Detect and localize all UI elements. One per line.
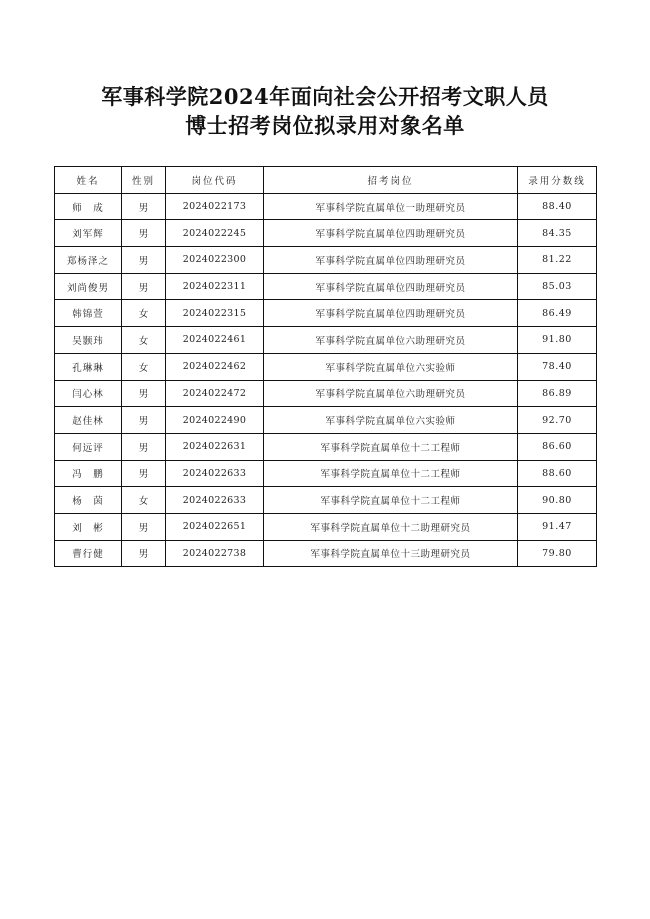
cell-post-code: 2024022462 — [166, 353, 264, 380]
cell-score: 90.80 — [518, 487, 597, 514]
header-post-code: 岗位代码 — [166, 167, 264, 194]
cell-post-code: 2024022173 — [166, 193, 264, 220]
table-row — [55, 220, 597, 247]
table-row — [55, 327, 597, 354]
cell-gender: 男 — [122, 460, 166, 487]
cell-name: 曹行健 — [55, 540, 122, 567]
table-header-row — [55, 167, 597, 194]
header-gender: 性别 — [122, 167, 166, 194]
cell-name: 师 成 — [55, 193, 122, 220]
cell-name: 刘军辉 — [55, 220, 122, 247]
cell-post: 军事科学院直属单位十二工程师 — [264, 487, 518, 514]
cell-gender: 女 — [122, 327, 166, 354]
table-row — [55, 433, 597, 460]
cell-gender: 男 — [122, 513, 166, 540]
cell-post-code: 2024022472 — [166, 380, 264, 407]
cell-score: 91.47 — [518, 513, 597, 540]
cell-name: 赵佳林 — [55, 407, 122, 434]
cell-name: 郑杨泽之 — [55, 247, 122, 274]
cell-post-code: 2024022315 — [166, 300, 264, 327]
cell-gender: 男 — [122, 380, 166, 407]
table-row — [55, 380, 597, 407]
cell-post: 军事科学院直属单位六实验师 — [264, 353, 518, 380]
table-row — [55, 513, 597, 540]
cell-post-code: 2024022490 — [166, 407, 264, 434]
table-row — [55, 460, 597, 487]
cell-score: 78.40 — [518, 353, 597, 380]
header-post: 招考岗位 — [264, 167, 518, 194]
cell-gender: 男 — [122, 247, 166, 274]
cell-post: 军事科学院直属单位一助理研究员 — [264, 193, 518, 220]
cell-post: 军事科学院直属单位四助理研究员 — [264, 247, 518, 274]
cell-score: 81.22 — [518, 247, 597, 274]
cell-post-code: 2024022738 — [166, 540, 264, 567]
table-body — [55, 193, 597, 567]
cell-name: 冯 鹏 — [55, 460, 122, 487]
cell-gender: 男 — [122, 273, 166, 300]
cell-post: 军事科学院直属单位四助理研究员 — [264, 300, 518, 327]
cell-post: 军事科学院直属单位十二工程师 — [264, 433, 518, 460]
header-score: 录用分数线 — [518, 167, 597, 194]
cell-score: 88.40 — [518, 193, 597, 220]
table-row — [55, 407, 597, 434]
cell-post-code: 2024022651 — [166, 513, 264, 540]
cell-post-code: 2024022300 — [166, 247, 264, 274]
cell-name: 何远评 — [55, 433, 122, 460]
cell-name: 刘 彬 — [55, 513, 122, 540]
cell-post: 军事科学院直属单位四助理研究员 — [264, 220, 518, 247]
cell-post: 军事科学院直属单位六助理研究员 — [264, 327, 518, 354]
cell-post-code: 2024022461 — [166, 327, 264, 354]
header-name: 姓名 — [55, 167, 122, 194]
cell-post-code: 2024022633 — [166, 487, 264, 514]
cell-score: 84.35 — [518, 220, 597, 247]
cell-name: 吴颢玮 — [55, 327, 122, 354]
cell-post-code: 2024022311 — [166, 273, 264, 300]
cell-post: 军事科学院直属单位六助理研究员 — [264, 380, 518, 407]
cell-gender: 女 — [122, 487, 166, 514]
title-line-2: 博士招考岗位拟录用对象名单 — [185, 113, 465, 138]
table-row — [55, 487, 597, 514]
cell-gender: 男 — [122, 407, 166, 434]
cell-post: 军事科学院直属单位四助理研究员 — [264, 273, 518, 300]
cell-gender: 男 — [122, 540, 166, 567]
table-row — [55, 353, 597, 380]
cell-gender: 女 — [122, 300, 166, 327]
cell-post: 军事科学院直属单位六实验师 — [264, 407, 518, 434]
cell-gender: 男 — [122, 193, 166, 220]
cell-score: 86.89 — [518, 380, 597, 407]
table-row — [55, 540, 597, 567]
cell-post: 军事科学院直属单位十二工程师 — [264, 460, 518, 487]
table-row — [55, 247, 597, 274]
cell-post: 军事科学院直属单位十二助理研究员 — [264, 513, 518, 540]
table-row — [55, 273, 597, 300]
cell-gender: 男 — [122, 220, 166, 247]
cell-name: 闫心林 — [55, 380, 122, 407]
cell-name: 孔琳琳 — [55, 353, 122, 380]
candidate-table — [54, 166, 597, 567]
cell-post-code: 2024022633 — [166, 460, 264, 487]
cell-score: 92.70 — [518, 407, 597, 434]
cell-post: 军事科学院直属单位十三助理研究员 — [264, 540, 518, 567]
table-row — [55, 193, 597, 220]
title-line-1: 军事科学院2024年面向社会公开招考文职人员 — [101, 84, 549, 109]
cell-score: 86.60 — [518, 433, 597, 460]
table-row — [55, 300, 597, 327]
document-title — [0, 82, 650, 140]
cell-score: 86.49 — [518, 300, 597, 327]
cell-gender: 男 — [122, 433, 166, 460]
cell-name: 杨 茵 — [55, 487, 122, 514]
cell-name: 刘尚俊男 — [55, 273, 122, 300]
cell-score: 88.60 — [518, 460, 597, 487]
cell-score: 79.80 — [518, 540, 597, 567]
cell-name: 韩锦萱 — [55, 300, 122, 327]
cell-score: 85.03 — [518, 273, 597, 300]
cell-post-code: 2024022631 — [166, 433, 264, 460]
cell-gender: 女 — [122, 353, 166, 380]
cell-score: 91.80 — [518, 327, 597, 354]
cell-post-code: 2024022245 — [166, 220, 264, 247]
